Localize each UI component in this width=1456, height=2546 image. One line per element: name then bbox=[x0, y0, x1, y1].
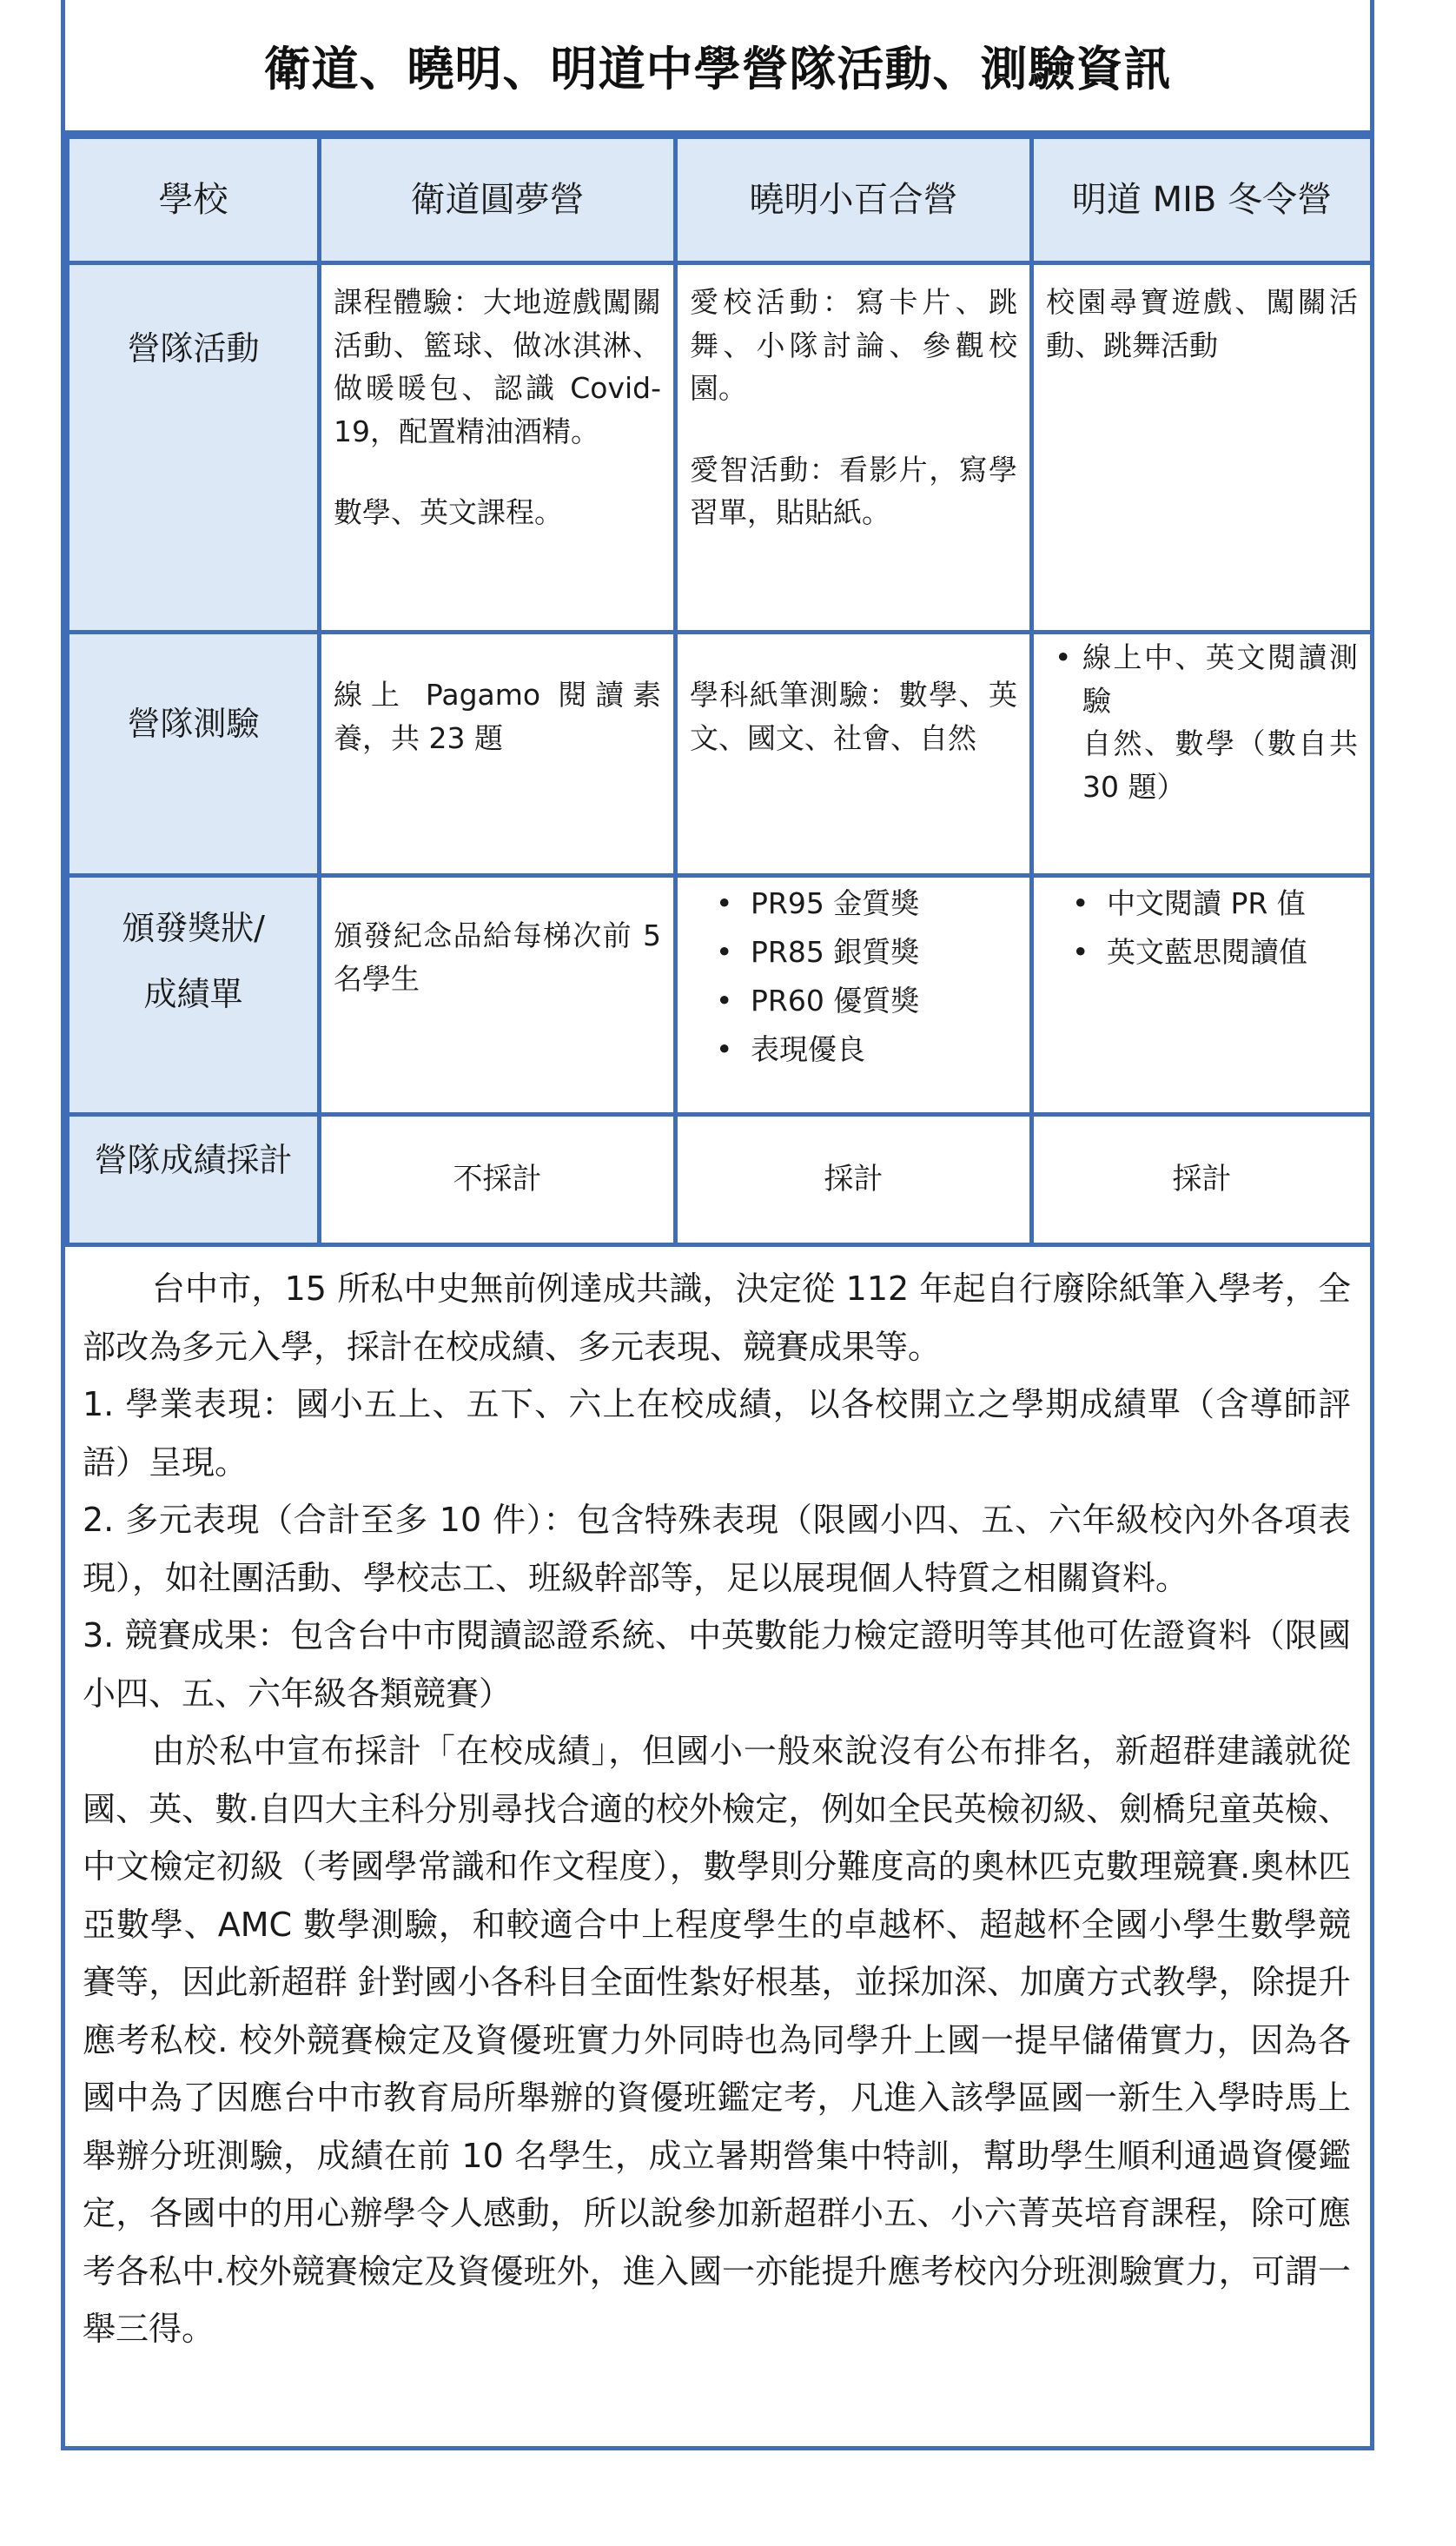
table-row-activities bbox=[68, 263, 1373, 633]
cell-text: 愛智活動：看影片，寫學習單，貼貼紙。 bbox=[690, 452, 1017, 529]
row-label-line: 頒發獎狀/ bbox=[122, 909, 265, 947]
header-ming-dao: 明道 MIB 冬令營 bbox=[1032, 137, 1373, 263]
header-xiao-ming: 曉明小百合營 bbox=[676, 137, 1032, 263]
cell-tests-xiao-ming bbox=[676, 633, 1032, 876]
row-label-text: 營隊測驗 bbox=[127, 705, 260, 743]
table-row-tests bbox=[68, 633, 1373, 876]
table-row-awards bbox=[68, 876, 1373, 1115]
cell-text: 校園尋寶遊戲、闖關活動、跳舞活動 bbox=[1046, 285, 1358, 362]
cell-tests-wei-dao bbox=[320, 633, 676, 876]
cell-tests-ming-dao bbox=[1032, 633, 1373, 876]
page-title: 衛道、曉明、明道中學營隊活動、測驗資訊 bbox=[65, 0, 1370, 135]
cell-adoption-ming-dao: 採計 bbox=[1032, 1115, 1373, 1245]
cell-awards-ming-dao bbox=[1032, 876, 1373, 1115]
intro-paragraph: 台中市，15 所私中史無前例達成共識，決定從 112 年起自行廢除紙筆入學考，全部改為多元入學，採計在校成績、多元表現、競賽成果等。 bbox=[83, 1270, 1351, 1366]
list-item: • PR60 優質獎 bbox=[690, 977, 1017, 1025]
table-header-row bbox=[68, 137, 1373, 263]
cell-awards-xiao-ming bbox=[676, 876, 1032, 1115]
cell-text: 學科紙筆測驗：數學、英文、國文、社會、自然 bbox=[690, 678, 1017, 755]
cell-text: 頒發紀念品給每梯次前 5 名學生 bbox=[334, 918, 661, 996]
tests-list bbox=[1046, 636, 1358, 722]
header-school: 學校 bbox=[68, 137, 320, 263]
list-item: • 英文藍思閱讀值 bbox=[1046, 928, 1358, 977]
list-item-competition: 3. 競賽成果：包含台中市閱讀認證系統、中英數能力檢定證明等其他可佐證資料（限國小四、五、六年級各類競賽） bbox=[83, 1616, 1351, 1713]
list-item: • 線上中、英文閱讀測驗 bbox=[1046, 636, 1358, 722]
awards-list bbox=[690, 879, 1017, 1074]
cell-text: 愛校活動：寫卡片、跳舞、小隊討論、參觀校園。 bbox=[690, 285, 1017, 405]
row-label-text: 營隊活動 bbox=[127, 329, 260, 368]
cell-text: 數學、英文課程。 bbox=[334, 495, 563, 529]
cell-activities-ming-dao bbox=[1032, 263, 1373, 633]
cell-text: 線上 Pagamo 閱讀素養，共 23 題 bbox=[334, 678, 661, 755]
article-body bbox=[83, 1260, 1351, 2358]
row-label-tests bbox=[68, 633, 320, 876]
cell-text: 課程體驗：大地遊戲闖關活動、籃球、做冰淇淋、做暖暖包、認識 Covid-19，配置精油酒精。 bbox=[334, 285, 661, 448]
cell-activities-wei-dao bbox=[320, 263, 676, 633]
row-label-text: 營隊成績採計 bbox=[94, 1141, 293, 1179]
camp-info-table bbox=[65, 135, 1374, 1247]
list-item: • 表現優良 bbox=[690, 1025, 1017, 1074]
row-label-awards bbox=[68, 876, 320, 1115]
list-item-diverse: 2. 多元表現（合計至多 10 件）：包含特殊表現（限國小四、五、六年級校內外各項表現），如社團活動、學校志工、班級幹部等，足以展現個人特質之相關資料。 bbox=[83, 1501, 1351, 1597]
cell-adoption-xiao-ming: 採計 bbox=[676, 1115, 1032, 1245]
cell-text: 自然、數學（數自共 30 題） bbox=[1082, 726, 1358, 804]
awards-list bbox=[1046, 879, 1358, 977]
list-item: • 中文閱讀 PR 值 bbox=[1046, 879, 1358, 928]
cell-awards-wei-dao bbox=[320, 876, 676, 1115]
row-label-adoption bbox=[68, 1115, 320, 1245]
list-item: • PR85 銀質獎 bbox=[690, 928, 1017, 977]
list-item-academic: 1. 學業表現：國小五上、五下、六上在校成績，以各校開立之學期成績單（含導師評語）呈現。 bbox=[83, 1385, 1351, 1482]
header-wei-dao: 衛道圓夢營 bbox=[320, 137, 676, 263]
row-label-line: 成績單 bbox=[143, 975, 243, 1013]
closing-paragraph: 由於私中宣布採計「在校成績」，但國小一般來說沒有公布排名，新超群建議就從國、英、數.自四大主科分別尋找合適的校外檢定，例如全民英檢初級、劍橋兒童英檢、中文檢定初級（考國學常識和作文程度），數學則分難度高的奧林匹克數理競賽.奧林匹亞數學、AMC 數學測驗，和較適合中上程度學生的卓越杯、超越杯全國小學生數學競賽等，因此新超群 針對國小各科目全面性紮好根基，並採加深、加廣方式教學，除提升應考私校. 校外競賽檢定及資優班實力外同時也為同學升上國一提早儲備實力，因為各國中為了因應台中市教育局所舉辦的資優班鑑定考，凡進入該學區國一新生入學時馬上舉辦分班測驗，成績在前 10 名學生，成立暑期營集中特訓，幫助學生順利通過資優鑑定，各國中的用心辦學令人感動，所以說參加新超群小五、小六菁英培育課程，除可應考各私中.校外競賽檢定及資優班外，進入國一亦能提升應考校內分班測驗實力，可謂一舉三得。 bbox=[83, 1732, 1351, 2348]
cell-activities-xiao-ming bbox=[676, 263, 1032, 633]
list-item: • PR95 金質獎 bbox=[690, 879, 1017, 928]
row-label-activities bbox=[68, 263, 320, 633]
cell-adoption-wei-dao: 不採計 bbox=[320, 1115, 676, 1245]
document-frame bbox=[61, 0, 1374, 2450]
table-row-adoption bbox=[68, 1115, 1373, 1245]
